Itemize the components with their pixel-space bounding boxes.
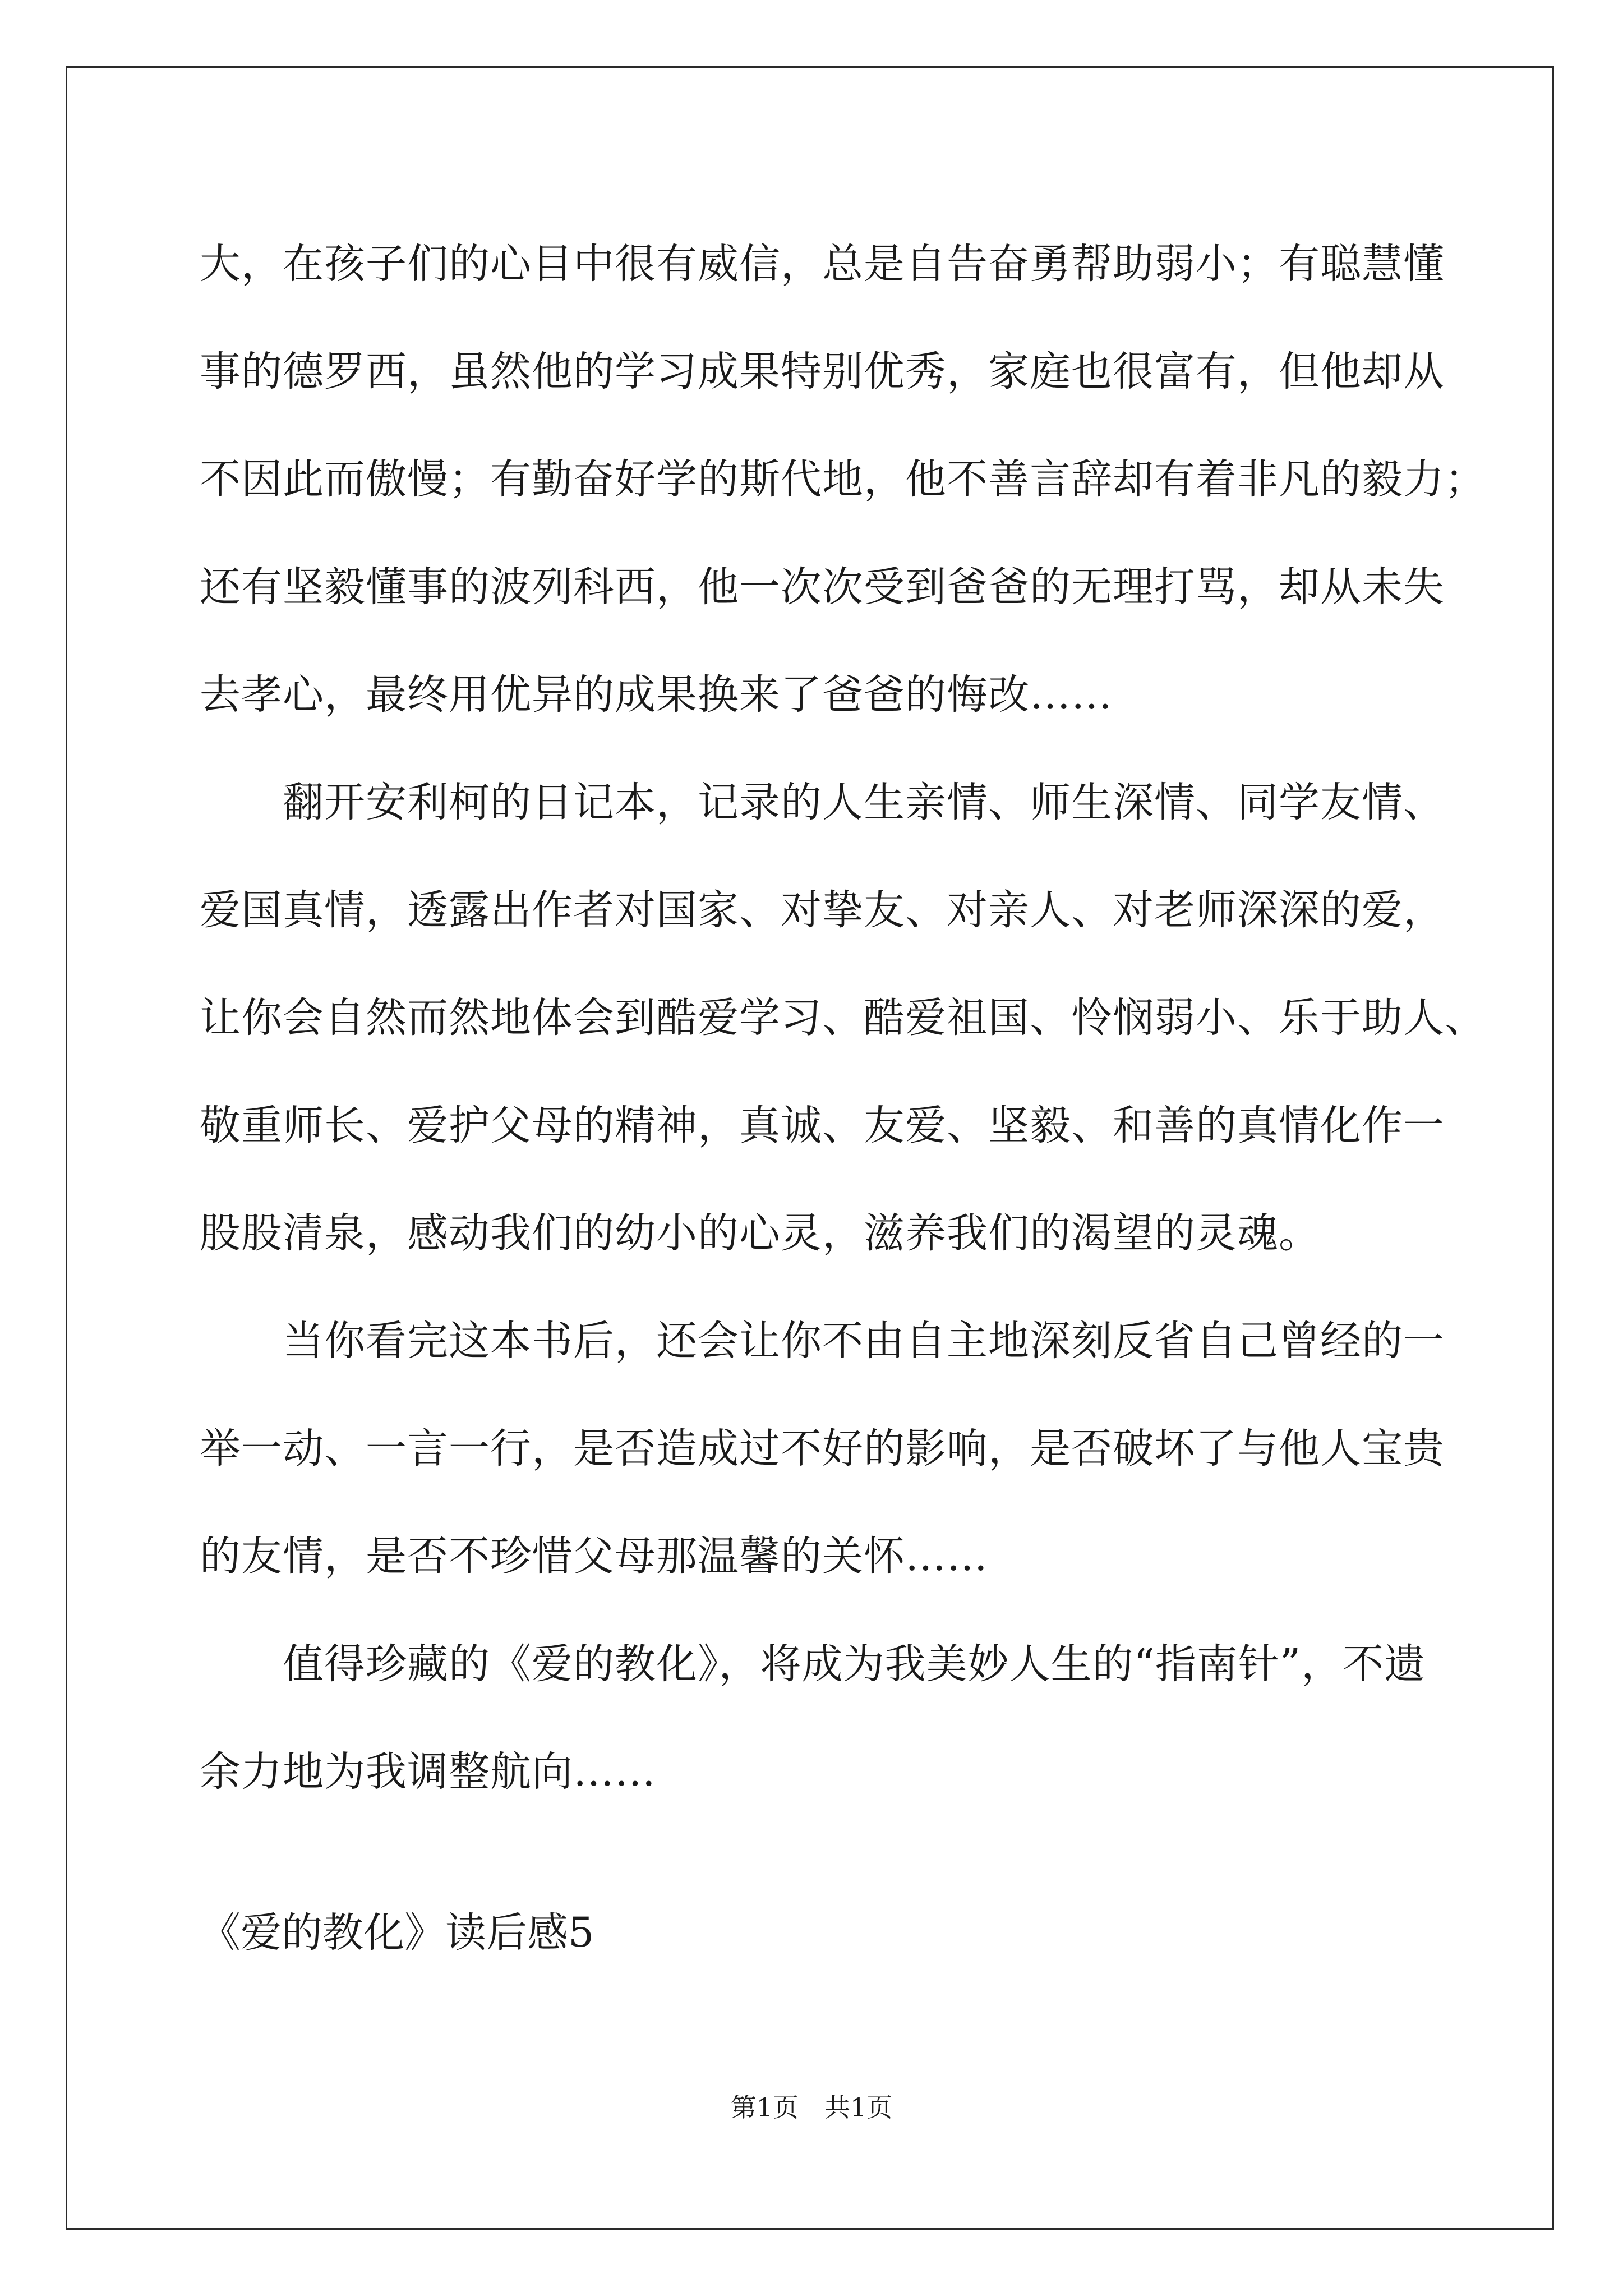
text-line: 不因此而傲慢；有勤奋好学的斯代地，他不善言辞却有着非凡的毅力； <box>200 455 1486 503</box>
text-line: 的友情，是否不珍惜父母那温馨的关怀…… <box>200 1533 988 1580</box>
text-line: 还有坚毅懂事的波列科西，他一次次受到爸爸的无理打骂，却从未失 <box>200 563 1445 611</box>
text-line: 敬重师长、爱护父母的精神，真诚、友爱、坚毅、和善的真情化作一 <box>200 1102 1445 1149</box>
text-line: 爱国真情，透露出作者对国家、对挚友、对亲人、对老师深深的爱， <box>200 886 1445 934</box>
text-line: 余力地为我调整航向…… <box>200 1748 656 1796</box>
text-line: 事的德罗西，虽然他的学习成果特别优秀，家庭也很富有，但他却从 <box>200 348 1445 395</box>
section-heading: 《爱的教化》读后感5 <box>200 1909 594 1957</box>
text-line: 股股清泉，感动我们的幼小的心灵，滋养我们的渴望的灵魂。 <box>200 1209 1320 1257</box>
page-footer: 第1页 共1页 <box>730 2092 893 2123</box>
document-body <box>200 210 1486 1826</box>
text-line: 去孝心，最终用优异的成果换来了爸爸的悔改…… <box>200 671 1113 719</box>
text-line: 举一动、一言一行，是否造成过不好的影响，是否破坏了与他人宝贵 <box>200 1425 1445 1473</box>
text-line: 值得珍藏的《爱的教化》，将成为我美妙人生的“指南针”，不遗 <box>283 1640 1426 1688</box>
text-line: 翻开安利柯的日记本，记录的人生亲情、师生深情、同学友情、 <box>283 779 1445 826</box>
text-line: 当你看完这本书后，还会让你不由自主地深刻反省自己曾经的一 <box>283 1317 1445 1365</box>
text-line: 大，在孩子们的心目中很有威信，总是自告奋勇帮助弱小；有聪慧懂 <box>200 240 1445 288</box>
text-line: 让你会自然而然地体会到酷爱学习、酷爱祖国、怜悯弱小、乐于助人、 <box>200 994 1486 1042</box>
